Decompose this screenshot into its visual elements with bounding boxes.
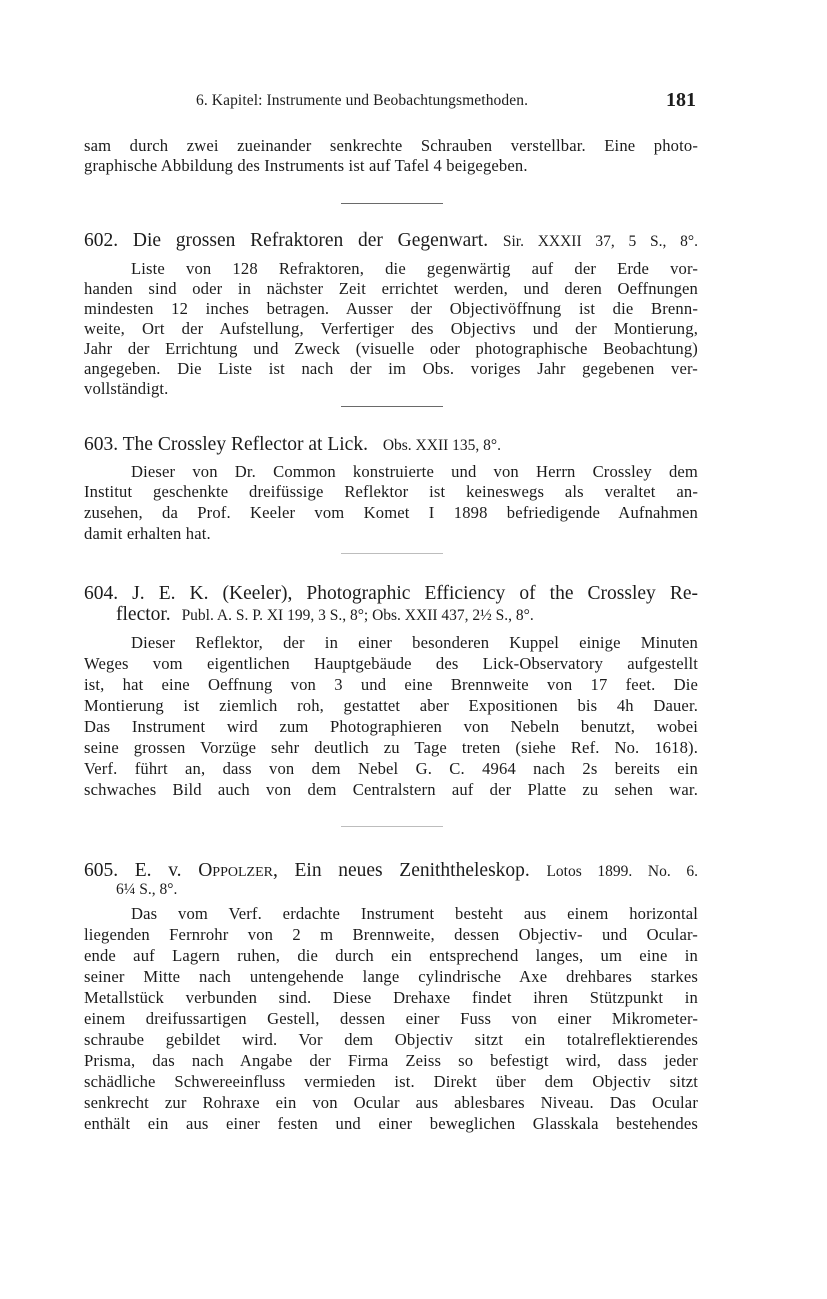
section-divider [341,826,443,827]
entry-604-line: Montierung ist ziemlich roh, gestattet aber Expositionen bis 4h Dauer. [84,696,698,715]
entry-604-line: Weges vom eigentlichen Hauptgebäude des Lick-Observatory aufgestellt [84,654,698,673]
entry-603-line: damit erhalten hat. [84,524,211,543]
running-head [84,89,698,114]
entry-602-title: 602. Die grossen Refraktoren der Gegenwart. [84,230,489,251]
entry-603-heading [84,433,698,457]
entry-605-line: liegenden Fernrohr von 2 m Brennweite, dessen Objectiv- und Ocular- [84,925,698,944]
intro-line: graphische Abbildung des Instruments ist auf Tafel 4 beigegeben. [84,156,528,175]
entry-602-line: handen sind oder in nächster Zeit errichtet werden, und deren Oeffnungen [84,279,698,298]
entry-603-line: Institut geschenkte dreifüssige Reflektor ist keineswegs als veraltet an- [84,482,698,501]
entry-605-line: Metallstück verbunden sind. Diese Drehaxe findet ihren Stützpunkt in [84,988,698,1007]
entry-602-line: Liste von 128 Refraktoren, die gegenwärtig auf der Erde vor- [131,259,698,278]
section-divider [341,553,443,554]
entry-605-line: einem dreifussartigen Gestell, dessen einer Fuss von einer Mikrometer- [84,1009,698,1028]
chapter-title: 6. Kapitel: Instrumente und Beobachtungsmethoden. [196,92,529,109]
entry-605-source: Lotos 1899. No. 6. [546,863,699,880]
entry-605-line: seiner Mitte nach untengehende lange cylindrische Axe drehbares starkes [84,967,698,986]
entry-604-heading: 604. J. E. K. (Keeler), Photographic Efficiency of the Crossley Re- [84,583,698,604]
entry-603-source: Obs. XXII 135, 8°. [382,437,501,454]
entry-604-line: seine grossen Vorzüge sehr deutlich zu Tage treten (siehe Ref. No. 1618). [84,738,698,757]
page-number: 181 [666,89,696,111]
entry-603-line: Dieser von Dr. Common konstruierte und von Herrn Crossley dem [131,462,698,481]
entry-605-number: 605. E. v. [84,860,182,881]
entry-605-line: Prisma, das nach Angabe der Firma Zeiss so befestigt wird, dass jeder [84,1051,698,1070]
entry-602-line: weite, Ort der Aufstellung, Verfertiger des Objectivs und der Montierung, [84,319,698,338]
section-divider [341,406,443,407]
entry-603-title: 603. The Crossley Reflector at Lick. [84,434,368,455]
entry-602-heading [84,229,698,253]
entry-605-line: Das vom Verf. erdachte Instrument besteht aus einem horizontal [131,904,698,923]
entry-605-heading-cont [116,879,698,899]
entry-605-line: schädliche Schwereeinfluss vermieden ist. Direkt über dem Objectiv sitzt [84,1072,698,1091]
entry-603-line: zusehen, da Prof. Keeler vom Komet I 1898 befriedigende Aufnahmen [84,503,698,522]
entry-602-source: Sir. XXXII 37, 5 S., 8°. [502,233,698,250]
entry-605-line: senkrecht zur Rohraxe ein von Ocular aus ablesbares Niveau. Das Ocular [84,1093,698,1112]
entry-604-line: Verf. führt an, dass von dem Nebel G. C. 4964 nach 2s bereits ein [84,759,698,778]
entry-605-line: ende auf Lagern ruhen, die durch ein entsprechend langes, um eine in [84,946,698,965]
entry-605-line: schraube gebildet wird. Vor dem Objectiv sitzt ein totalreflektierendes [84,1030,698,1049]
entry-602-line: mindesten 12 inches betragen. Ausser der Objectivöffnung ist die Brenn- [84,299,698,318]
entry-602-line: Jahr der Errichtung und Zweck (visuelle oder photographische Beobachtung) [84,339,698,358]
entry-602-line: vollständigt. [84,379,169,398]
entry-604-title-end: flector. [116,604,171,625]
entry-604-heading-cont [116,603,698,627]
section-divider [341,203,443,204]
entry-604-line: Dieser Reflektor, der in einer besonderen Kuppel einige Minuten [131,633,698,652]
entry-604-line: schwaches Bild auch von dem Centralstern auf der Platte zu sehen war. [84,780,698,799]
entry-605-line: enthält ein aus einer festen und einer beweglichen Glasskala bestehendes [84,1114,698,1133]
entry-604-source: Publ. A. S. P. XI 199, 3 S., 8°; Obs. XXII 437, 2½ S., 8°. [181,607,534,624]
entry-602-line: angegeben. Die Liste ist nach der im Obs. voriges Jahr gegebenen ver- [84,359,698,378]
entry-605-source-cont: 6¼ S., 8°. [116,881,178,898]
entry-605-author: Oppolzer, [198,860,278,881]
entry-604-line: ist, hat eine Oeffnung von 3 und eine Brennweite von 17 feet. Die [84,675,698,694]
entry-605-title: Ein neues Zeniththeleskop. [294,860,530,881]
entry-604-line: Das Instrument wird zum Photographieren von Nebeln benutzt, wobei [84,717,698,736]
intro-line: sam durch zwei zueinander senkrechte Schrauben verstellbar. Eine photo- [84,136,698,155]
